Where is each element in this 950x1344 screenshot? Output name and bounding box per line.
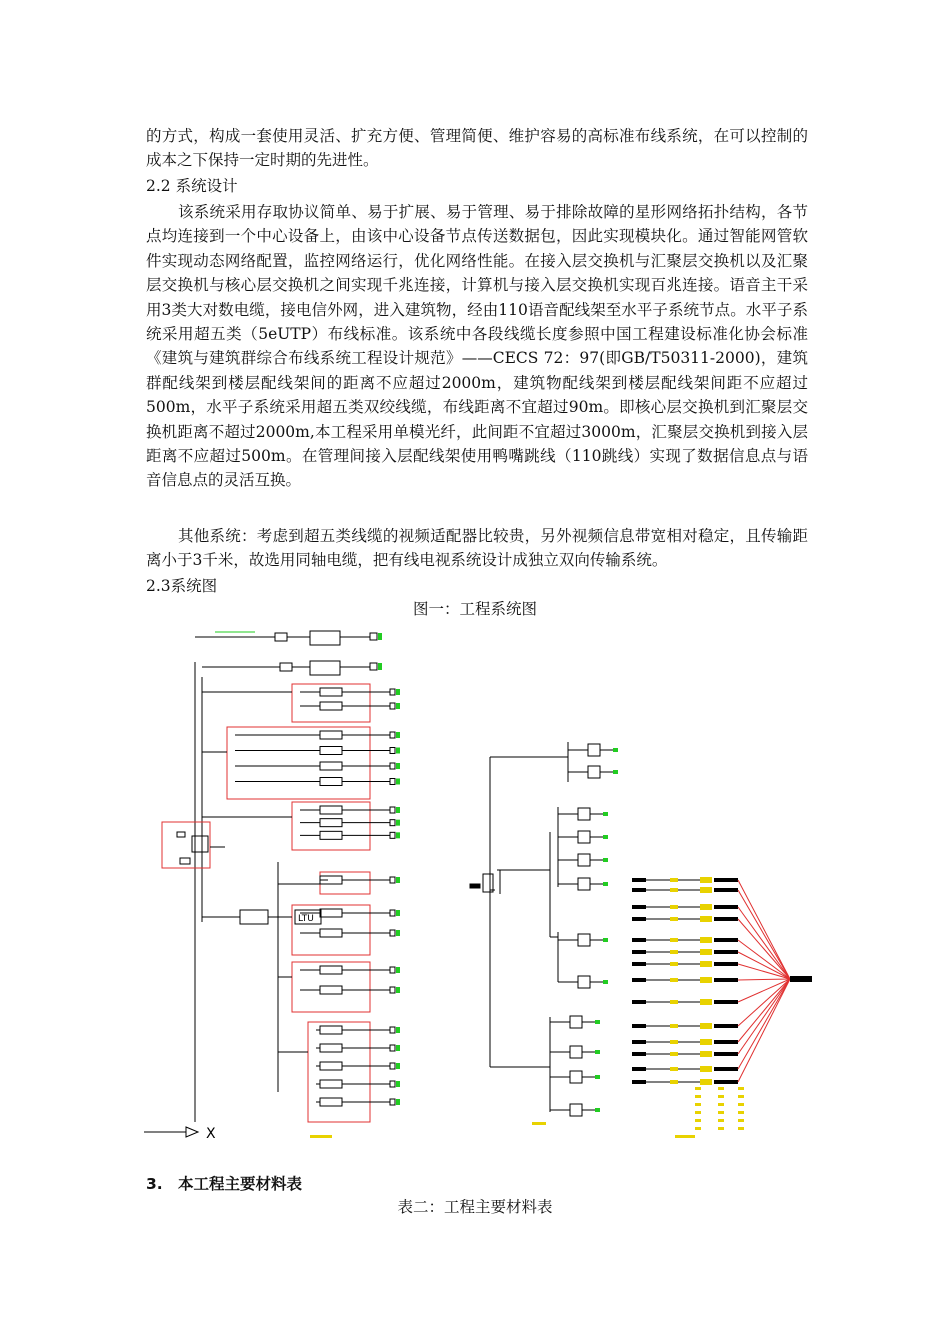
mid-green-tag bbox=[613, 748, 618, 752]
ltu-box bbox=[280, 663, 292, 671]
fanout-red-line bbox=[738, 940, 790, 979]
mid-device bbox=[578, 831, 590, 843]
legend-yellow-c bbox=[738, 1111, 744, 1114]
fanout-bar-left bbox=[632, 938, 646, 942]
red-group-box bbox=[308, 1022, 370, 1122]
fanout-bar-right bbox=[714, 1024, 738, 1028]
green-outlet-tag bbox=[396, 1045, 400, 1051]
outlet-block bbox=[390, 1045, 395, 1051]
fanout-bar-left bbox=[632, 917, 646, 921]
fanout-connector bbox=[700, 1079, 712, 1085]
section-3-heading bbox=[146, 1172, 302, 1194]
green-outlet-tag bbox=[396, 1099, 400, 1105]
diagram-middle-tree bbox=[470, 742, 618, 1125]
diagram-right-fanout bbox=[632, 877, 812, 1138]
outlet-block bbox=[390, 779, 395, 785]
fanout-bar-right bbox=[714, 917, 738, 921]
fanout-connector bbox=[700, 977, 712, 983]
outlet-block bbox=[390, 820, 395, 826]
green-outlet-tag bbox=[396, 807, 400, 813]
fanout-bar-right bbox=[714, 1080, 738, 1084]
legend-yellow-c bbox=[738, 1127, 744, 1130]
legend-yellow-b bbox=[718, 1103, 724, 1106]
right-yellow-tag bbox=[675, 1135, 695, 1138]
legend-yellow-c bbox=[738, 1087, 744, 1090]
mid-device bbox=[578, 878, 590, 890]
fanout-bar-right bbox=[714, 950, 738, 954]
green-outlet-tag bbox=[396, 930, 400, 936]
fanout-connector bbox=[700, 937, 712, 943]
fanout-bar-left bbox=[632, 978, 646, 982]
core-switch bbox=[192, 836, 208, 852]
mid-device bbox=[578, 854, 590, 866]
outlet-block bbox=[390, 987, 395, 993]
fanout-bar-left bbox=[632, 1024, 646, 1028]
fanout-hub bbox=[790, 976, 812, 982]
fanout-bar-right bbox=[714, 888, 738, 892]
diagram-left-network-tree bbox=[162, 631, 400, 1138]
green-outlet-tag bbox=[396, 1063, 400, 1069]
mid-green-tag bbox=[613, 770, 618, 774]
mid-device bbox=[570, 1046, 582, 1058]
mid-green-tag bbox=[603, 835, 608, 839]
green-outlet-tag bbox=[396, 689, 400, 695]
mid-node-mark bbox=[470, 884, 480, 888]
mid-device bbox=[570, 1016, 582, 1028]
outlet-block bbox=[390, 763, 395, 769]
green-outlet-tag bbox=[396, 832, 400, 838]
axis-x-label: X bbox=[206, 1126, 216, 1142]
fanout-connector bbox=[700, 961, 712, 967]
legend-yellow-a bbox=[695, 1111, 701, 1114]
green-outlet-tag bbox=[396, 1081, 400, 1087]
patch-panel bbox=[320, 1044, 342, 1052]
mid-device bbox=[588, 744, 600, 756]
fanout-yellow bbox=[670, 917, 678, 921]
mid-green-tag bbox=[603, 812, 608, 816]
mid-green-tag bbox=[595, 1050, 600, 1054]
outlet-block bbox=[390, 877, 395, 883]
distribution-switch bbox=[240, 910, 268, 924]
fanout-yellow bbox=[670, 950, 678, 954]
table-caption: 表二：工程主要材料表 bbox=[397, 1198, 553, 1216]
fanout-bar-left bbox=[632, 1052, 646, 1056]
fanout-bar-left bbox=[632, 1000, 646, 1004]
mid-green-tag bbox=[603, 938, 608, 942]
outlet-block bbox=[390, 1099, 395, 1105]
fanout-red-line bbox=[738, 979, 790, 1042]
switch-box bbox=[310, 631, 340, 645]
fanout-connector bbox=[700, 1066, 712, 1072]
fanout-connector bbox=[700, 949, 712, 955]
outlet-block bbox=[390, 703, 395, 709]
patch-panel bbox=[320, 806, 342, 814]
red-group-box bbox=[320, 872, 370, 894]
fanout-bar-left bbox=[632, 878, 646, 882]
fanout-yellow bbox=[670, 1080, 678, 1084]
outlet-block bbox=[390, 807, 395, 813]
mid-device bbox=[578, 934, 590, 946]
fanout-bar-right bbox=[714, 1052, 738, 1056]
leaf-green-tag bbox=[378, 663, 382, 670]
patch-panel bbox=[320, 831, 342, 839]
red-group-box bbox=[227, 727, 370, 799]
fanout-red-line bbox=[738, 880, 790, 979]
fanout-yellow bbox=[670, 962, 678, 966]
outlet-block bbox=[390, 689, 395, 695]
fanout-connector bbox=[700, 916, 712, 922]
heading-2-2: 2.2 系统设计 bbox=[146, 177, 238, 195]
fanout-yellow bbox=[670, 878, 678, 882]
patch-panel bbox=[320, 986, 342, 994]
outlet-block bbox=[390, 832, 395, 838]
legend-yellow-a bbox=[695, 1095, 701, 1098]
legend-yellow-a bbox=[695, 1103, 701, 1106]
fanout-yellow bbox=[670, 905, 678, 909]
legend-yellow-a bbox=[695, 1087, 701, 1090]
red-group-box bbox=[292, 802, 370, 850]
fanout-yellow bbox=[670, 888, 678, 892]
green-outlet-tag bbox=[396, 763, 400, 769]
leaf-outlet bbox=[370, 633, 377, 640]
patch-panel bbox=[320, 1080, 342, 1088]
patch-panel bbox=[320, 909, 342, 917]
fanout-bar-left bbox=[632, 962, 646, 966]
ltu-box bbox=[275, 633, 287, 641]
fanout-connector bbox=[700, 999, 712, 1005]
fanout-connector bbox=[700, 1051, 712, 1057]
green-outlet-tag bbox=[396, 732, 400, 738]
fanout-bar-left bbox=[632, 1040, 646, 1044]
fanout-red-line bbox=[738, 907, 790, 979]
legend-yellow-b bbox=[718, 1095, 724, 1098]
fanout-red-line bbox=[738, 919, 790, 979]
section-3-number: 3. bbox=[146, 1175, 163, 1193]
fanout-bar-left bbox=[632, 1080, 646, 1084]
fanout-connector bbox=[700, 904, 712, 910]
leaf-outlet bbox=[370, 663, 377, 670]
legend-yellow-c bbox=[738, 1103, 744, 1106]
green-outlet-tag bbox=[396, 1027, 400, 1033]
mid-green-tag bbox=[603, 882, 608, 886]
outlet-block bbox=[390, 1063, 395, 1069]
fanout-bar-right bbox=[714, 1067, 738, 1071]
legend-yellow-b bbox=[718, 1111, 724, 1114]
fanout-yellow bbox=[670, 938, 678, 942]
leaf-green-tag bbox=[378, 633, 382, 640]
mid-device bbox=[578, 976, 590, 988]
outlet-block bbox=[390, 930, 395, 936]
outlet-block bbox=[390, 1081, 395, 1087]
fanout-bar-left bbox=[632, 905, 646, 909]
fanout-yellow bbox=[670, 1040, 678, 1044]
fanout-red-line bbox=[738, 979, 790, 980]
fanout-red-line bbox=[738, 979, 790, 1069]
fanout-bar-right bbox=[714, 978, 738, 982]
mid-device bbox=[578, 808, 590, 820]
outlet-block bbox=[390, 1027, 395, 1033]
green-outlet-tag bbox=[396, 779, 400, 785]
patch-panel bbox=[320, 819, 342, 827]
mid-green-tag bbox=[595, 1108, 600, 1112]
patch-panel bbox=[320, 747, 342, 755]
patch-panel bbox=[320, 688, 342, 696]
fanout-bar-right bbox=[714, 905, 738, 909]
outlet-block bbox=[390, 910, 395, 916]
legend-yellow-b bbox=[718, 1087, 724, 1090]
core-red-box bbox=[162, 822, 210, 868]
fanout-bar-right bbox=[714, 1040, 738, 1044]
patch-panel bbox=[320, 762, 342, 770]
patch-panel bbox=[320, 731, 342, 739]
mid-device bbox=[588, 766, 600, 778]
outlet-block bbox=[390, 967, 395, 973]
mid-green-tag bbox=[595, 1020, 600, 1024]
fanout-connector bbox=[700, 877, 712, 883]
fanout-yellow bbox=[670, 978, 678, 982]
green-outlet-tag bbox=[396, 748, 400, 754]
mid-green-tag bbox=[603, 980, 608, 984]
green-outlet-tag bbox=[396, 910, 400, 916]
legend-yellow-a bbox=[695, 1127, 701, 1130]
fanout-yellow bbox=[670, 1052, 678, 1056]
green-outlet-tag bbox=[396, 967, 400, 973]
axis-arrow-marker bbox=[144, 1126, 216, 1142]
fanout-yellow bbox=[670, 1024, 678, 1028]
patch-panel bbox=[320, 702, 342, 710]
paragraph-system-design: 该系统采用存取协议简单、易于扩展、易于管理、易于排除故障的星形网络拓扑结构，各节点均连接到一个中心设备上，由该中心设备节点传送数据包，因此实现模块化。通过智能网管软件实现动态网络配置，监控网络运行，优化网络性能。在接入层交换机与汇聚层交换机以及汇聚层交换机与核心层交换机之间实现千兆连接，计算机与接入层交换机实现百兆连接。语音主干采用3类大对数电缆，接电信外网，进入建筑物，经由110语音配线架至水平子系统节点。水平子系统采用超五类（5eUTP）布线标准。该系统中各段线缆长度参照中国工程建设标准化协会标准《建筑与建筑群综合布线系统工程设计规范》——CECS 72：97(即GB/T50311-2000)，建筑群配线架到楼层配线架间的距离不应超过2000m，建筑物配线架到楼层配线架间距不应超过500m，水平子系统采用超五类双绞线缆，布线距离不宜超过90m。即核心层交换机到汇聚层交换机距离不超过2000m,本工程采用单模光纤，此间距不宜超过3000m，汇聚层交换机到接入层距离不应超过500m。在管理间接入层配线架使用鸭嘴跳线（110跳线）实现了数据信息点与语音信息点的灵活互换。 bbox=[146, 203, 808, 490]
mid-node bbox=[483, 874, 493, 892]
green-outlet-tag bbox=[396, 877, 400, 883]
section-3-title: 本工程主要材料表 bbox=[178, 1175, 303, 1193]
ltu-text: LTU bbox=[298, 914, 314, 924]
legend-yellow-c bbox=[738, 1119, 744, 1122]
fanout-yellow bbox=[670, 1000, 678, 1004]
fanout-red-line bbox=[738, 979, 790, 1082]
fanout-bar-left bbox=[632, 1067, 646, 1071]
mid-device bbox=[570, 1104, 582, 1116]
legend-yellow-a bbox=[695, 1119, 701, 1122]
paragraph-intro-continued: 的方式，构成一套使用灵活、扩充方便、管理简便、维护容易的高标准布线系统，在可以控制的成本之下保持一定时期的先进性。 bbox=[146, 127, 808, 170]
patch-panel bbox=[320, 966, 342, 974]
green-outlet-tag bbox=[396, 703, 400, 709]
mid-yellow-tag bbox=[532, 1122, 546, 1125]
core-device bbox=[177, 832, 185, 837]
legend-yellow-b bbox=[718, 1119, 724, 1122]
legend-yellow-c bbox=[738, 1095, 744, 1098]
fanout-bar-right bbox=[714, 938, 738, 942]
figure-caption: 图一：工程系统图 bbox=[412, 600, 537, 618]
core-device-2 bbox=[180, 858, 190, 864]
red-group-box bbox=[292, 684, 370, 722]
fanout-bar-right bbox=[714, 1000, 738, 1004]
paragraph-other-systems: 其他系统：考虑到超五类线缆的视频适配器比较贵，另外视频信息带宽相对稳定，且传输距离小于3千米，故选用同轴电缆，把有线电视系统设计成独立双向传输系统。 bbox=[146, 527, 808, 570]
switch-box bbox=[310, 661, 340, 675]
patch-panel bbox=[320, 929, 342, 937]
fanout-bar-right bbox=[714, 878, 738, 882]
green-outlet-tag bbox=[396, 820, 400, 826]
system-diagram bbox=[140, 622, 830, 1147]
mid-green-tag bbox=[603, 858, 608, 862]
heading-2-3: 2.3系统图 bbox=[146, 577, 218, 595]
outlet-block bbox=[390, 732, 395, 738]
yellow-tag bbox=[310, 1135, 332, 1138]
patch-panel bbox=[320, 1062, 342, 1070]
mid-device bbox=[570, 1071, 582, 1083]
green-outlet-tag bbox=[396, 987, 400, 993]
fanout-bar-left bbox=[632, 950, 646, 954]
patch-panel bbox=[320, 778, 342, 786]
fanout-connector bbox=[700, 887, 712, 893]
fanout-red-line bbox=[738, 979, 790, 1026]
fanout-bar-right bbox=[714, 962, 738, 966]
fanout-yellow bbox=[670, 1067, 678, 1071]
fanout-connector bbox=[700, 1039, 712, 1045]
patch-panel bbox=[320, 1026, 342, 1034]
legend-yellow-b bbox=[718, 1127, 724, 1130]
mid-green-tag bbox=[595, 1075, 600, 1079]
outlet-block bbox=[390, 748, 395, 754]
fanout-bar-left bbox=[632, 888, 646, 892]
patch-panel bbox=[320, 1098, 342, 1106]
fanout-connector bbox=[700, 1023, 712, 1029]
